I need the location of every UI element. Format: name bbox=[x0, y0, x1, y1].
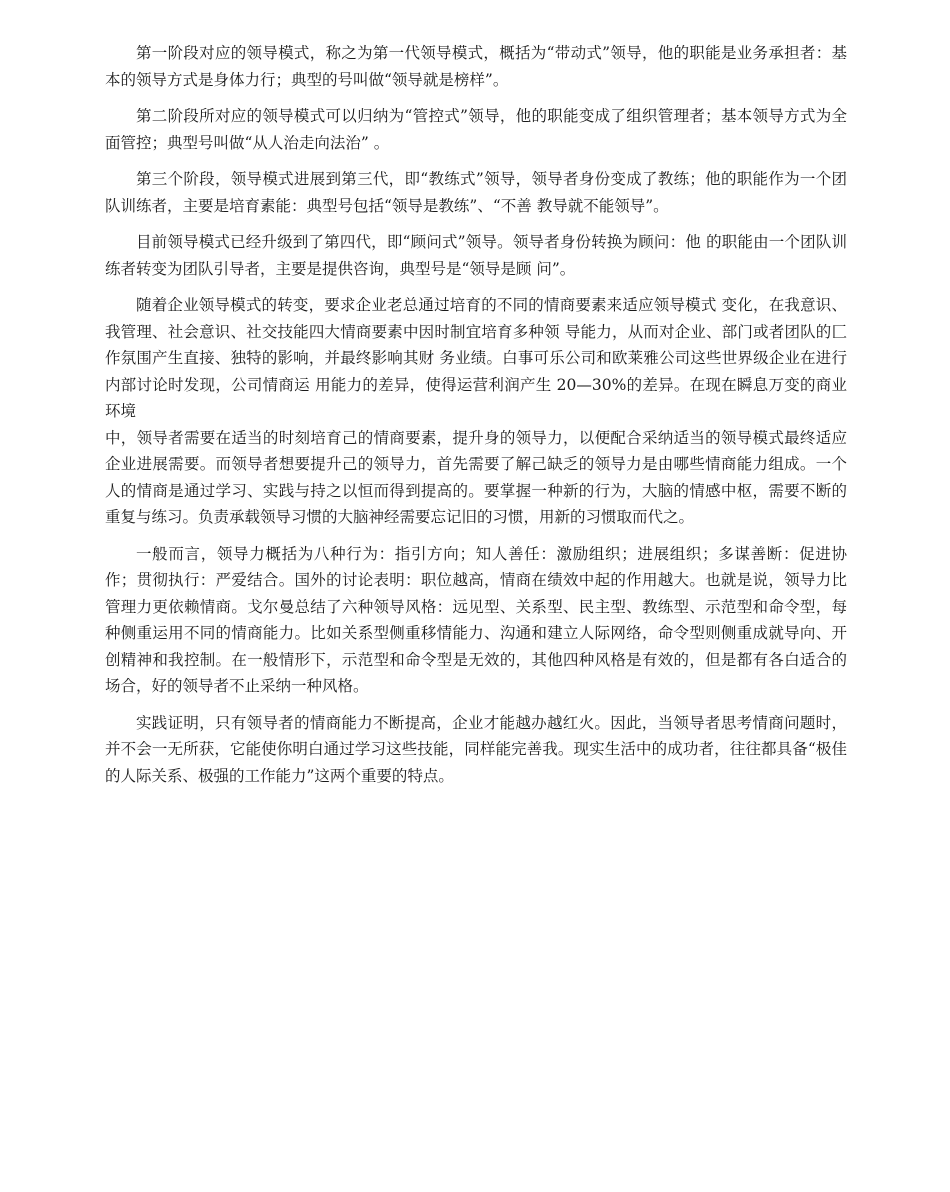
paragraph-model-transition: 随着企业领导模式的转变，要求企业老总通过培育的不同的情商要素来适应领导模式 变化，在我意识、我管理、社会意识、社交技能四大情商要素中因时制宜培育多种领 导能力，从而对企业、部门或者团队的匚作氛围产生直接、独特的影响，并最终影响其财 务业绩。白事可乐公司和欧莱雅公司这些世界级企业在进行内部讨论时发现，公司情商运 用能力的差异，使得运营利润产生 20—30%的差异。在现在瞬息万变的商业环境 bbox=[105, 296, 847, 420]
paragraph-model-transition-continued: 中，领导者需要在适当的时刻培育己的情商要素，提升身的领导力，以便配合采纳适当的领导模式最终适应企业进展需要。而领导者想要提升己的领导力，首先需要了解己缺乏的领导力是由哪些情商能力组成。一个人的情商是通过学习、实践与持之以恒而得到提高的。要掌握一种新的行为，大脑的情感中枢，需要不断的重复与练习。负责承载领导习惯的大脑神经需要忘记旧的习惯，用新的习惯取而代之。 bbox=[105, 428, 847, 526]
document-body bbox=[105, 40, 847, 799]
paragraph-leadership-behaviors: 一般而言，领导力概括为八种行为：指引方向；知人善任：激励组织；进展组织；多谋善断：促进协作；贯彻执行：严爱结合。国外的讨论表明：职位越高，情商在绩效中起的作用越大。也就是说，领导力比管理力更依赖情商。戈尔曼总结了六种领导风格：远见型、关系型、民主型、教练型、示范型和命令型，每种侧重运用不同的情商能力。比如关系型侧重移情能力、沟通和建立人际网络，命令型则侧重成就导向、开创精神和我控制。在一般情形下，示范型和命令型是无效的，其他四种风格是有效的，但是都有各白适合的场合，好的领导者不止采纳一种风格。 bbox=[105, 544, 847, 695]
paragraph-fourth-stage: 目前领导模式已经升级到了第四代，即“顾问式”领导。领导者身份转换为顾问：他 的职能由一个团队训练者转变为团队引导者，主要是提供咨询，典型号是“领导是顾 问”。 bbox=[105, 233, 847, 278]
paragraph-second-stage: 第二阶段所对应的领导模式可以归纳为“管控式”领导，他的职能变成了组织管理者；基本领导方式为全面管控；典型号叫做“从人治走向法治” 。 bbox=[105, 107, 847, 152]
paragraph-third-stage: 第三个阶段，领导模式进展到第三代，即“教练式”领导，领导者身份变成了教练；他的职能作为一个团队训练者，主要是培育素能：典型号包括“领导是教练”、“不善 教导就不能领导”。 bbox=[105, 170, 847, 215]
paragraph-conclusion: 实践证明，只有领导者的情商能力不断提高，企业才能越办越红火。因此，当领导者思考情商问题时，并不会一无所获，它能使你明白通过学习这些技能，同样能完善我。现实生活中的成功者，往往都具备“极佳的人际关系、极强的工作能力”这两个重要的特点。 bbox=[105, 713, 847, 785]
paragraph-first-stage: 第一阶段对应的领导模式，称之为第一代领导模式，概括为“带动式”领导，他的职能是业务承担者：基本的领导方式是身体力行；典型的号叫做“领导就是榜样”。 bbox=[105, 44, 847, 89]
